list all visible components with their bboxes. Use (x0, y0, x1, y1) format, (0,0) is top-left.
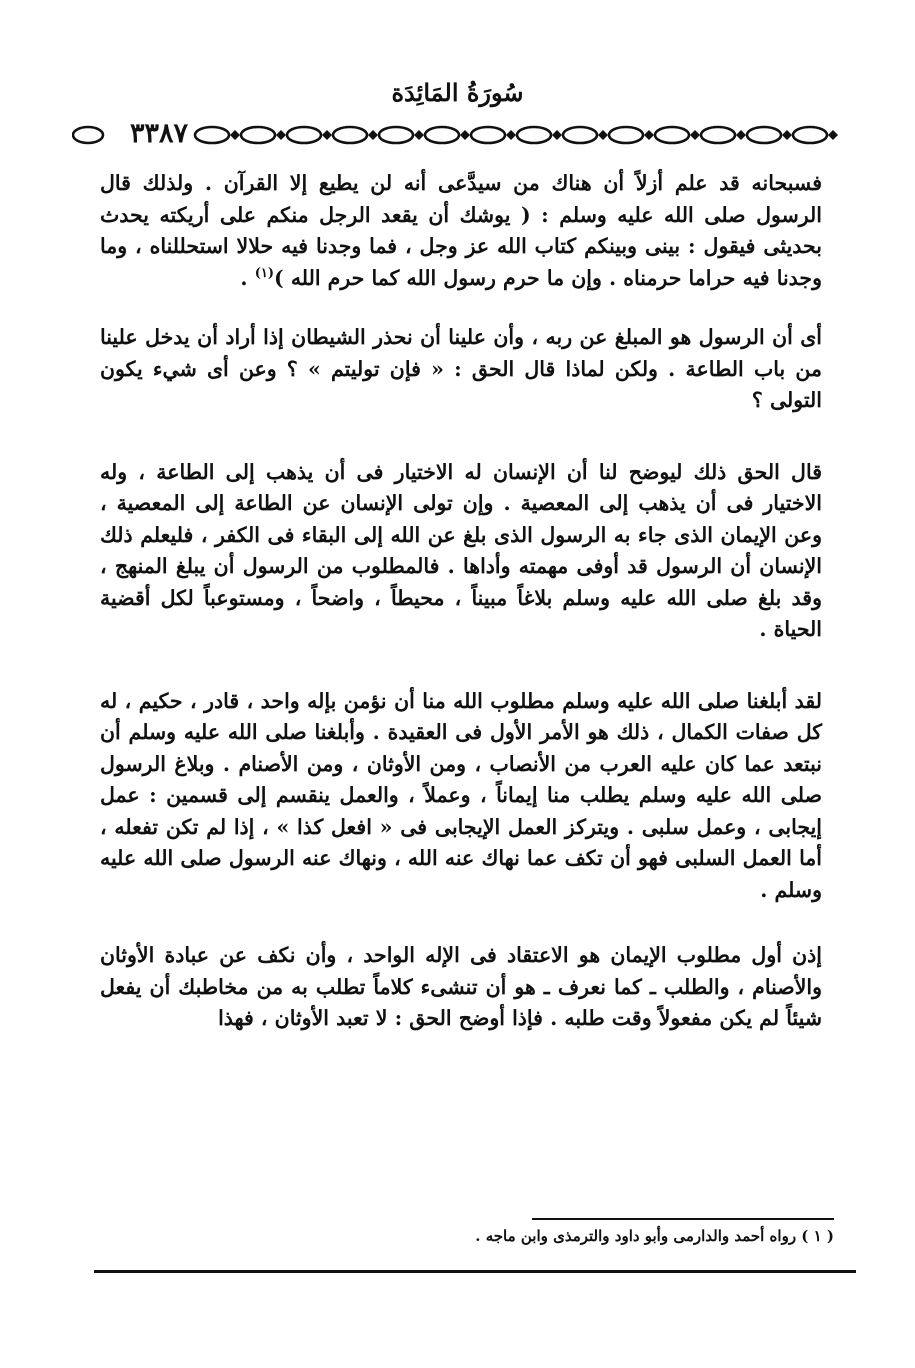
footnote-marker: (١) (254, 265, 274, 281)
paragraph (100, 168, 822, 294)
ornament-diamond (598, 130, 608, 140)
paragraph: لقد أبلغنا صلى الله عليه وسلم مطلوب الله منا أن نؤمن بإله واحد ، قادر ، حكيم ، له كل صفات الكمال ، ذلك هو الأمر الأول فى العقيدة . وأبلغنا صلى الله عليه وسلم أن نبتعد عما كان عليه العرب من الأنصاب ، ومن الأوثان ، ومن الأصنام . وبلاغ الرسول صلى الله عليه وسلم يطلب منا إيماناً ، وعملاً ، والعمل ينقسم إلى قسمين : عمل إيجابى ، وعمل سلبى . ويتركز العمل الإيجابى فى « افعل كذا » ، إذا لم تكن تفعله ، أما العمل السلبى فهو أن تكف عما نهاك عنه الله ، ونهاك عنه الرسول صلى الله عليه وسلم . (100, 688, 822, 902)
ornament-oval (655, 127, 689, 143)
paragraph: قال الحق ذلك ليوضح لنا أن الإنسان له الاختيار فى أن يذهب إلى الطاعة ، وله الاختيار فى أن يذهب إلى المعصية . وإن تولى الإنسان عن الطاعة إلى المعصية ، وعن الإيمان الذى جاء به الرسول الذى بلغ عن الله إلى البقاء فى الكفر ، فليعلم ذلك الإنسان أن الرسول قد أوفى مهمته وأداها . فالمطلوب من الرسول أن يبلغ المنهج ، وقد بلغ صلى الله عليه وسلم بلاغاً مبيناً ، محيطاً ، واضحاً ، ومستوعباً لكل أقضية الحياة . (100, 459, 822, 641)
ornament-oval (517, 127, 551, 143)
ornament-oval (471, 127, 505, 143)
ornament-diamond (276, 130, 286, 140)
ornament-diamond (414, 130, 424, 140)
ornament-diamond (552, 130, 562, 140)
ornament-diamond (506, 130, 516, 140)
ornament-oval (287, 127, 321, 143)
ornament-diamond (782, 130, 792, 140)
ornament-diamond (690, 130, 700, 140)
ornament-diamond (322, 130, 332, 140)
ornament-diamond (460, 130, 470, 140)
ornament-oval (425, 127, 459, 143)
ornament-oval (563, 127, 597, 143)
surah-title: سُورَةُ المَائِدَة (391, 78, 524, 107)
main-text (100, 168, 822, 1035)
ornament-oval (701, 127, 735, 143)
paragraph: إذن أول مطلوب الإيمان هو الاعتقاد فى الإله الواحد ، وأن نكف عن عبادة الأوثان والأصنام ، والطلب ـ كما نعرف ـ هو أن تنشىء كلاماً تطلب به من مخاطبك أن يفعل شيئاً لم يكن مفعولاً وقت طلبه . فإذا أوضح الحق : لا تعبد الأوثان ، فهذا (100, 943, 822, 1030)
ornament-oval (747, 127, 781, 143)
paragraph-text: فسبحانه قد علم أزلاً أن هناك من سيدَّعى أنه لن يطيع إلا القرآن . ولذلك قال الرسول صلى الله عليه وسلم : ( يوشك أن يقعد الرجل منكم على أريكته يحدث بحديثى فيقول : بينى وبينكم كتاب الله عز وجل ، فما وجدنا فيه حلالا استحللناه ، وما وجدنا فيه حراما حرمناه . وإن ما حرم رسول الله كما حرم الله ) (100, 171, 822, 290)
page-number: ٣٣٨٧ (126, 116, 192, 152)
ornament-oval (793, 127, 827, 143)
ornament-oval (73, 127, 103, 143)
ornament-oval (195, 127, 229, 143)
footnote: ( ١ ) رواه أحمد والدارمى وأبو داود والترمذى وابن ماجه . (475, 1227, 834, 1245)
ornament-diamond (368, 130, 378, 140)
footnote-divider (532, 1218, 834, 1220)
ornament-diamond (230, 130, 240, 140)
bottom-rule (94, 1270, 856, 1273)
ornament-diamond (736, 130, 746, 140)
ornament-oval (379, 127, 413, 143)
paragraph: أى أن الرسول هو المبلغ عن ربه ، وأن علينا أن نحذر الشيطان إذا أراد أن يدخل علينا من باب الطاعة . ولكن لماذا قال الحق : « فإن توليتم » ؟ وعن أى شيء يكون التولى ؟ (100, 325, 822, 412)
closing-punct: . (240, 265, 255, 290)
ornament-oval (333, 127, 367, 143)
ornament-oval (241, 127, 275, 143)
ornament-diamond (644, 130, 654, 140)
ornament-diamond (828, 130, 838, 140)
ornament-oval (609, 127, 643, 143)
